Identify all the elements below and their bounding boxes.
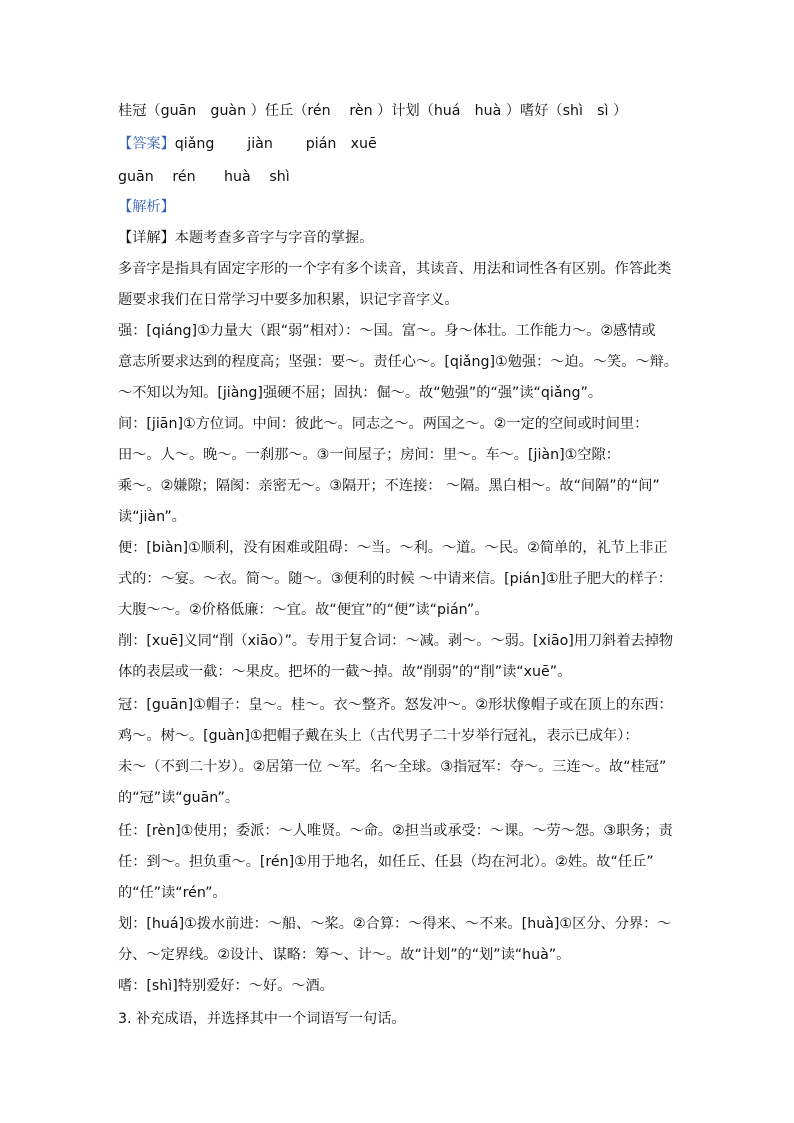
body-line: 的“任”读“rén”。 xyxy=(118,885,227,901)
body-line: 体的表层或一截：～果皮。把坏的一截～掉。故“削弱”的“削”读“xuē”。 xyxy=(118,664,572,680)
answer-line xyxy=(118,134,377,154)
body-line: 式的：～宴。～衣。简～。随～。③便利的时候 ～中请来信。[pián]①肚子肥大的样子： xyxy=(118,571,673,587)
body-line: 划：[huá]①拨水前进：～船、～桨。②合算：～得来、～不来。[huà]①区分、分界：～ xyxy=(118,916,672,932)
analysis-label: 【解析】 xyxy=(118,199,175,215)
body-line: 多音字是指具有固定字形的一个字有多个读音，其读音、用法和词性各有区别。作答此类 xyxy=(118,261,672,277)
body-line: ～不知以为知。[jiàng]强硬不屈；固执：倔～。故“勉强”的“强”读“qiǎng”。 xyxy=(118,385,603,401)
body-line: 任：到～。担负重～。[rén]①用于地名，如任丘、任县（均在河北）。②姓。故“任丘” xyxy=(118,854,654,870)
body-line: 任：[rèn]①使用；委派：～人唯贤。～命。②担当或承受：～课。～劳～怨。③职务；责 xyxy=(118,823,673,839)
body-line: 乘～。②嫌隙；隔阂：亲密无～。③隔开；不连接： ～隔。黑白相～。故“间隔”的“间” xyxy=(118,478,660,494)
body-line: 间：[jiān]①方位词。中间：彼此～。同志之～。两国之～。②一定的空间或时间里： xyxy=(118,416,649,432)
body-line: 便：[biàn]①顺利，没有困难或阻碍：～当。～利。～道。～民。②简单的，礼节上非正 xyxy=(118,540,668,556)
answer-text: qiǎng jiàn pián xuē xyxy=(174,136,377,152)
question-line: 桂冠（guān guàn ）任丘（rén rèn ）计划（huá huà ）嗜好（shì sì ） xyxy=(118,103,628,119)
body-line: 大腹～～。②价格低廉：～宜。故“便宜”的“便”读“pián”。 xyxy=(118,602,489,618)
body-line: 分、～定界线。②设计、谋略：筹～、计～。故“计划”的“划”读“huà”。 xyxy=(118,947,571,963)
body-line: 强：[qiáng]①力量大（跟“弱”相对）：～国。富～。身～体壮。工作能力～。②感情或 xyxy=(118,323,656,339)
detail-label: 【详解】 xyxy=(118,230,175,246)
body-line: 田～。人～。晚～。一刹那～。③一间屋子；房间：里～。车～。[jiàn]①空隙： xyxy=(118,447,620,463)
body-line: 未～（不到二十岁）。②居第一位 ～军。名～全球。③指冠军：夺～。三连～。故“桂冠” xyxy=(118,759,667,775)
body-line: 削：[xuē]义同“削（xiāo）”。专用于复合词：～减。剥～。～弱。[xiāo]用刀斜着去掉物 xyxy=(118,633,674,649)
body-line: 意志所要求达到的程度高；坚强：要～。责任心～。[qiǎng]①勉强：～迫。～笑。～辩。 xyxy=(118,354,678,370)
body-line: 读“jiàn”。 xyxy=(118,509,186,525)
next-question: 3. 补充成语，并选择其中一个词语写一句话。 xyxy=(118,1011,406,1027)
body-line: 鸡～。树～。[guàn]①把帽子戴在头上（古代男子二十岁举行冠礼，表示已成年）： xyxy=(118,728,639,744)
answer-label: 【答案】 xyxy=(118,136,175,152)
body-line: 的“冠”读“guān”。 xyxy=(118,790,240,806)
body-line: 嗜：[shì]特别爱好：～好。～酒。 xyxy=(118,978,334,994)
detail-line xyxy=(118,228,373,248)
body-line: 冠：[guān]①帽子：皇～。桂～。衣～整齐。怒发冲～。②形状像帽子或在顶上的东西： xyxy=(118,697,673,713)
answer-line-2: guān rén huà shì xyxy=(118,169,290,185)
body-line: 题要求我们在日常学习中要多加积累，识记字音字义。 xyxy=(118,292,459,308)
detail-text: 本题考查多音字与字音的掌握。 xyxy=(174,230,374,246)
